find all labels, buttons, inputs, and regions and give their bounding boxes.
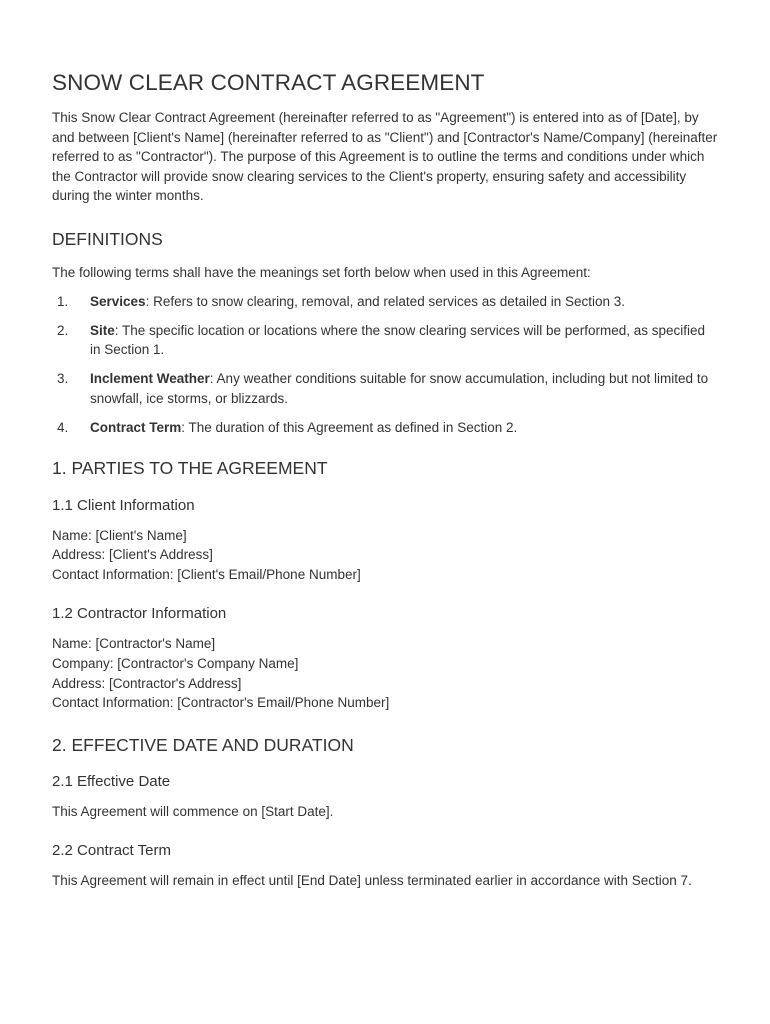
contractor-contact-line: Contact Information: [Contractor's Email/Phone Number] — [52, 695, 390, 711]
client-name-line: Name: [Client's Name] — [52, 527, 187, 543]
definition-term: Site — [90, 322, 115, 338]
effective-heading: 2. EFFECTIVE DATE AND DURATION — [52, 734, 354, 755]
definition-text: : Refers to snow clearing, removal, and related services as detailed in Section 3. — [145, 293, 626, 309]
definition-item — [52, 292, 718, 312]
definition-term: Services — [90, 293, 146, 309]
definitions-lead: The following terms shall have the meanings set forth below when used in this Agreement: — [52, 264, 591, 280]
definitions-list — [52, 292, 718, 438]
definition-term: Contract Term — [90, 420, 182, 436]
client-info-block — [52, 526, 718, 585]
contractor-address-line: Address: [Contractor's Address] — [52, 675, 242, 691]
client-contact-line: Contact Information: [Client's Email/Phone Number] — [52, 566, 361, 582]
parties-heading: 1. PARTIES TO THE AGREEMENT — [52, 457, 328, 478]
client-address-line: Address: [Client's Address] — [52, 547, 213, 563]
definitions-heading: DEFINITIONS — [52, 228, 163, 249]
definition-text: : Any weather conditions suitable for snow accumulation, including but not limited to snowfall, ice storms, or blizzards. — [90, 371, 709, 406]
intro-paragraph: This Snow Clear Contract Agreement (hereinafter referred to as "Agreement") is entered into as of [Date], by and between [Client's Name] (hereinafter referred to as "Client") and [Contractor's Name/Company] (hereinafter referred to as "Contractor"). The purpose of this Agreement is to outline the terms and conditions under which the Contractor will provide snow clearing services to the Client's property, ensuring safety and accessibility during the winter months. — [52, 110, 718, 204]
definition-text: : The duration of this Agreement as defined in Section 2. — [181, 420, 518, 436]
definition-text: : The specific location or locations where the snow clearing services will be performed, as specified in Section 1. — [90, 322, 706, 358]
definition-item — [52, 369, 718, 408]
contractor-info-heading: 1.2 Contractor Information — [52, 605, 227, 623]
contractor-name-line: Name: [Contractor's Name] — [52, 636, 216, 652]
contractor-info-block — [52, 634, 718, 712]
contract-term-heading: 2.2 Contract Term — [52, 842, 171, 860]
contractor-company-line: Company: [Contractor's Company Name] — [52, 656, 299, 671]
document-title: SNOW CLEAR CONTRACT AGREEMENT — [52, 70, 485, 95]
definition-term: Inclement Weather — [90, 371, 210, 387]
definition-number: 3. — [57, 371, 69, 387]
effective-date-text: This Agreement will commence on [Start Date]. — [52, 803, 334, 819]
effective-date-heading: 2.1 Effective Date — [52, 772, 171, 790]
client-info-heading: 1.1 Client Information — [52, 496, 195, 514]
definition-item — [52, 321, 718, 360]
definition-number: 4. — [57, 420, 69, 436]
definition-item — [52, 418, 718, 438]
contract-term-text: This Agreement will remain in effect until [End Date] unless terminated earlier in accordance with Section 7. — [52, 873, 692, 889]
definition-number: 1. — [57, 293, 69, 309]
definition-number: 2. — [57, 322, 69, 338]
